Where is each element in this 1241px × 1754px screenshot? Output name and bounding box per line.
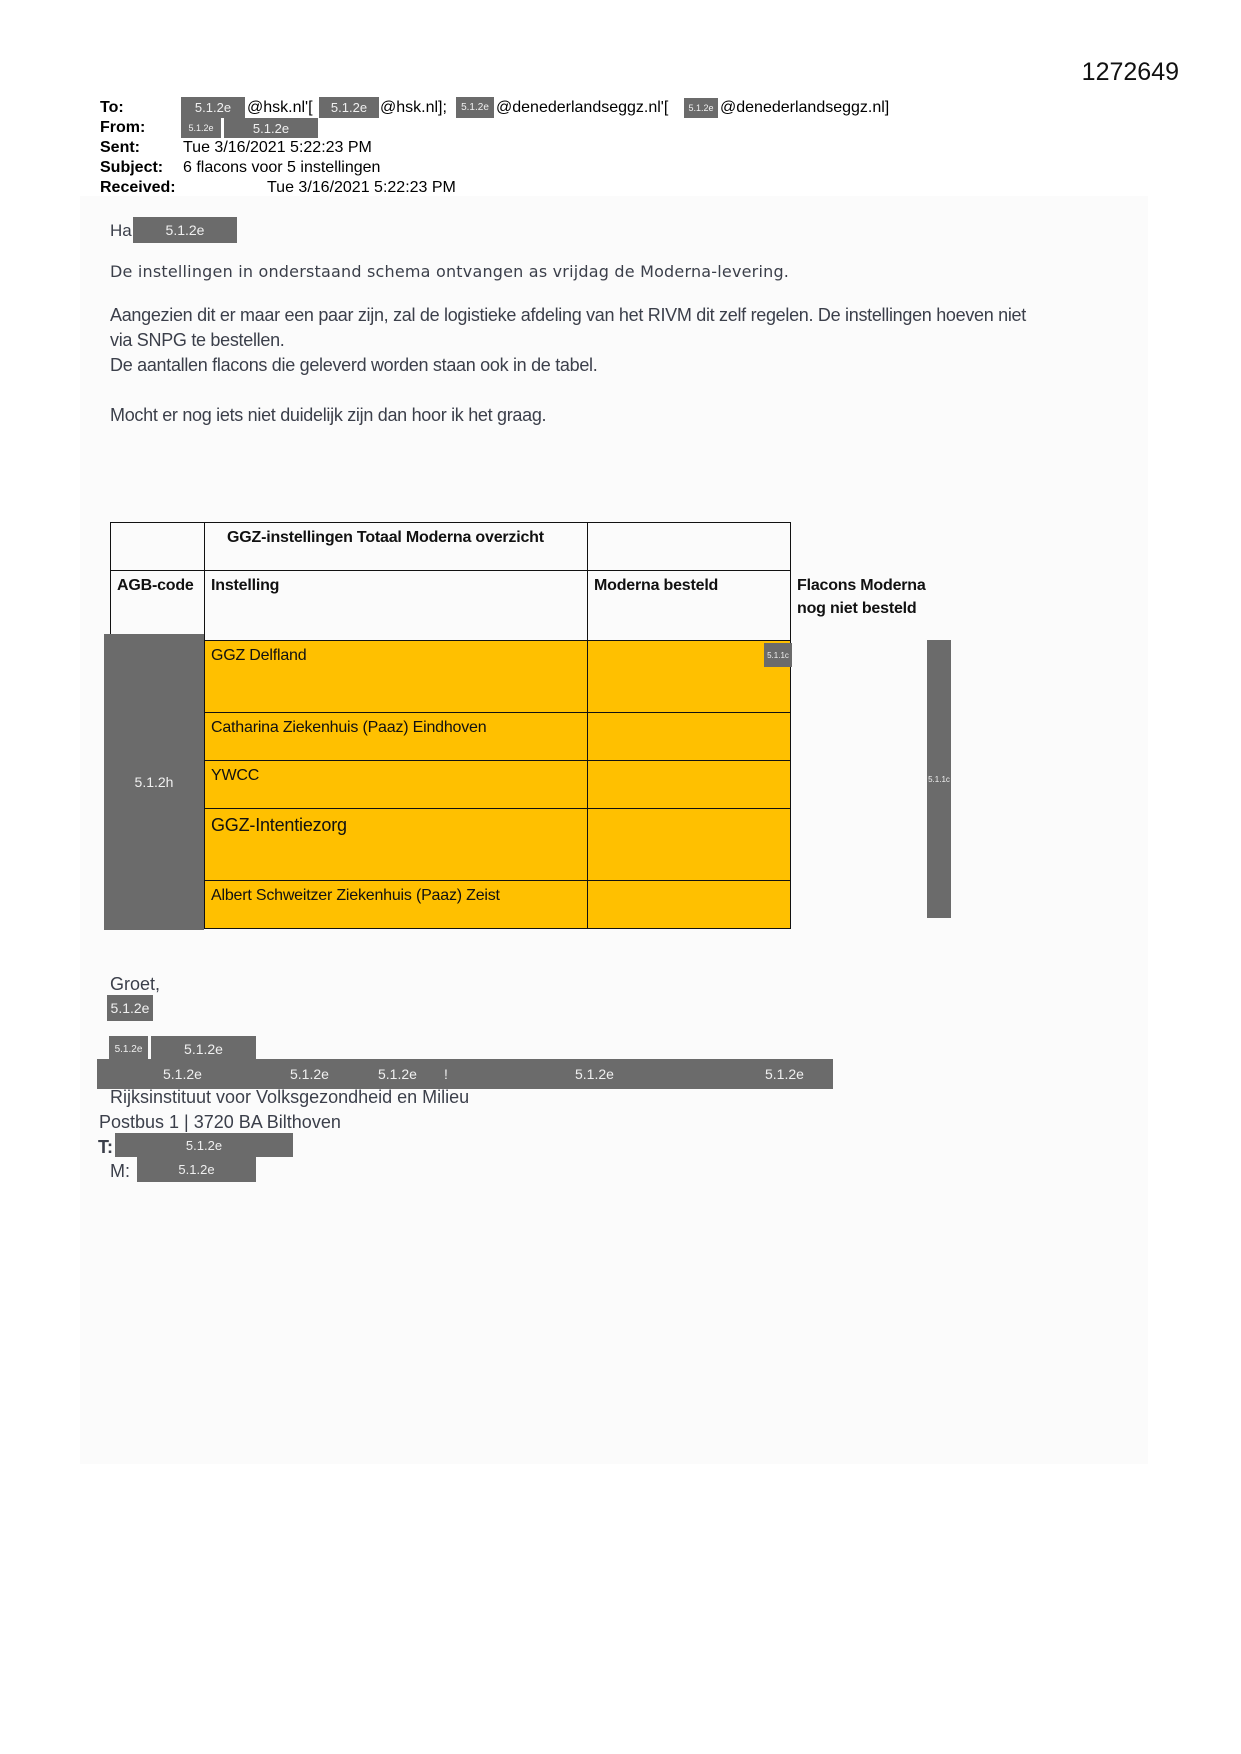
instelling-cell: GGZ Delfland [205, 641, 588, 713]
from-redaction-2: 5.1.2e [224, 118, 318, 138]
title-empty-cell [111, 523, 205, 571]
from-label: From: [100, 119, 146, 136]
table-row [111, 761, 791, 809]
moderna-cell [588, 761, 791, 809]
redaction-label: 5.1.2e [575, 1066, 614, 1082]
mobile-redaction: 5.1.2e [137, 1157, 256, 1182]
table-header-row [111, 571, 791, 641]
instelling-cell: Catharina Ziekenhuis (Paaz) Eindhoven [205, 713, 588, 761]
table-row [111, 809, 791, 881]
title-empty-cell [588, 523, 791, 571]
moderna-overview-table [110, 522, 791, 929]
paragraph-2-line-1: Aangezien dit er maar een paar zijn, zal de logistieke afdeling van het RIVM dit zelf regelen. De instellingen hoeven niet [110, 305, 1026, 325]
table-title: GGZ-instellingen Totaal Moderna overzicht [205, 523, 588, 571]
to-redaction-3: 5.1.2e [456, 97, 494, 118]
table-row [111, 881, 791, 929]
greeting-redaction: 5.1.2e [133, 217, 237, 243]
instelling-cell: Albert Schweitzer Ziekenhuis (Paaz) Zeist [205, 881, 588, 929]
header-instelling: Instelling [205, 571, 588, 641]
to-label: To: [100, 99, 124, 116]
greeting: Ha [110, 221, 132, 240]
paragraph-3: De aantallen flacons die geleverd worden staan ook in de tabel. [110, 355, 598, 375]
to-redaction-1: 5.1.2e [181, 97, 245, 118]
address: Postbus 1 | 3720 BA Bilthoven [99, 1112, 341, 1132]
closing: Groet, [110, 974, 161, 994]
document-number: 1272649 [1081, 58, 1179, 86]
mobile-label: M: [110, 1161, 130, 1181]
organization-name: Rijksinstituut voor Volksgezondheid en Milieu [110, 1087, 470, 1107]
received-label: Received: [100, 179, 176, 196]
sent-label: Sent: [100, 139, 140, 156]
table-row [111, 713, 791, 761]
table-title-row [111, 523, 791, 571]
redaction-label: 5.1.2e [163, 1066, 202, 1082]
header-flacons-niet-besteld: Flacons Moderna nog niet besteld [797, 577, 926, 617]
from-redaction-1: 5.1.2e [181, 118, 221, 138]
moderna-cell [588, 809, 791, 881]
moderna-cell [588, 713, 791, 761]
signature-title-redaction [97, 1059, 833, 1089]
moderna-besteld-redaction: 5.1.1c [764, 643, 792, 667]
paragraph-4: Mocht er nog iets niet duidelijk zijn dan hoor ik het graag. [110, 405, 547, 425]
agb-code-redaction: 5.1.2h [104, 634, 204, 930]
redaction-label: 5.1.2e [378, 1066, 417, 1082]
subject-value: 6 flacons voor 5 instellingen [183, 159, 381, 176]
signature-name-redaction: 5.1.2e [107, 995, 153, 1021]
to-domain-1: @hsk.nl'[ [247, 99, 313, 116]
to-domain-3: @denederlandseggz.nl'[ [496, 99, 669, 116]
redaction-label: 5.1.2e [765, 1066, 804, 1082]
header-agb-code: AGB-code [111, 571, 205, 641]
subject-label: Subject: [100, 159, 164, 176]
sent-value: Tue 3/16/2021 5:22:23 PM [183, 139, 372, 156]
redaction-label: 5.1.2e [290, 1066, 329, 1082]
to-domain-2: @hsk.nl]; [380, 99, 447, 116]
phone-label: T: [98, 1137, 113, 1157]
table-row [111, 641, 791, 713]
moderna-cell [588, 881, 791, 929]
received-value: Tue 3/16/2021 5:22:23 PM [267, 179, 456, 196]
moderna-cell [588, 641, 791, 713]
paragraph-2-line-2: via SNPG te bestellen. [110, 330, 285, 350]
header-moderna-besteld: Moderna besteld [588, 571, 791, 641]
paragraph-1: De instellingen in onderstaand schema ontvangen as vrijdag de Moderna-levering. [110, 262, 790, 281]
to-domain-4: @denederlandseggz.nl] [720, 99, 890, 116]
signature-redaction: 5.1.2e [151, 1036, 256, 1062]
phone-redaction: 5.1.2e [115, 1133, 293, 1157]
instelling-cell: YWCC [205, 761, 588, 809]
redaction-label: ! [444, 1066, 448, 1082]
to-redaction-2: 5.1.2e [319, 97, 379, 118]
to-redaction-4: 5.1.2e [684, 98, 718, 118]
instelling-cell: GGZ-Intentiezorg [205, 809, 588, 881]
flacons-redaction: 5.1.1c [927, 640, 951, 918]
signature-redaction: 5.1.2e [109, 1036, 148, 1062]
